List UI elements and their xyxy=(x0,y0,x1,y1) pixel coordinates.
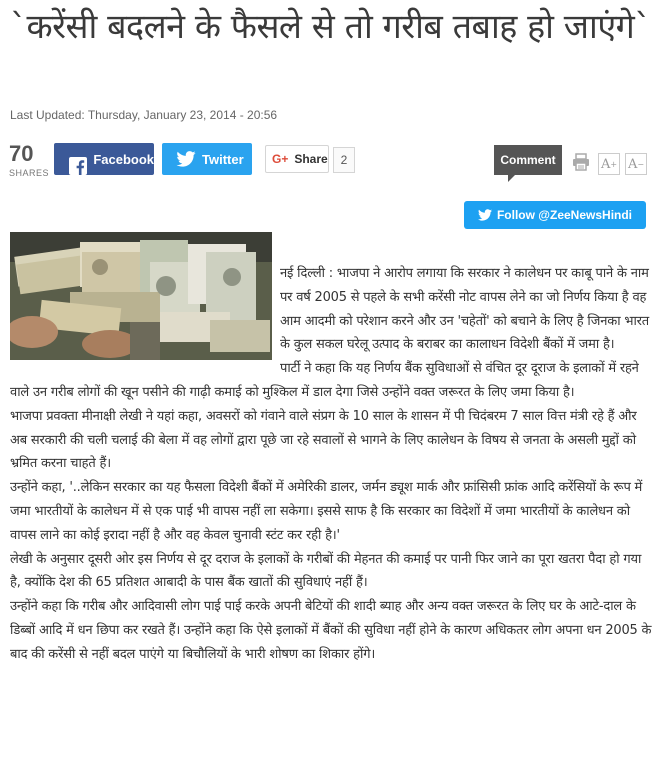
google-plus-label: Share xyxy=(294,152,328,166)
share-count xyxy=(9,143,49,178)
facebook-icon xyxy=(68,143,87,175)
twitter-label: Twitter xyxy=(202,151,244,167)
print-icon[interactable] xyxy=(571,151,591,173)
comment-button[interactable]: Comment xyxy=(494,145,562,175)
article-paragraph: उन्होंने कहा, '..लेकिन सरकार का यह फैसला विदेशी बैंकों में अमेरिकी डालर, जर्मन ड्यूश मार्क और फ्रांसिसी फ्रांक आदि करेंसियों के रूप में जमा भारतीयों के कालेधन में से एक पाई भी वापस नहीं ला सकेगा। इससे साफ है कि सरकार का विदेशों में जमा भारतीयों के कालेधन को वापस लाने का कोई इरादा नहीं है और वह केवल चुनावी स्टंट कर रही है।' xyxy=(10,480,643,543)
google-plus-share-button[interactable] xyxy=(265,145,329,173)
article-body xyxy=(10,262,652,667)
google-plus-count: 2 xyxy=(333,147,355,173)
article-paragraph: उन्होंने कहा कि गरीब और आदिवासी लोग पाई पाई करके अपनी बेटियों की शादी ब्याह और अन्य वक्त जरूरत के लिए घर के आटे-दाल के डिब्बों आदि में धन छिपा कर रखते हैं। उन्होंने कहा कि ऐसे इलाकों में बैंकों की सुविधा नहीं होने के कारण अधिकतर लोग अपना धन 2005 के बाद की करेंसी से नहीं बदल पाएंगे या बिचौलियों के भारी शोषण का शिकार होंगे। xyxy=(10,599,652,662)
article-paragraph: पार्टी ने कहा कि यह निर्णय बैंक सुविधाओं से वंचित दूर दूराज के इलाकों में रहने वाले उन गरीब लोगों की खून पसीने की गाढ़ी कमाई को मुश्किल में डाल देगा जिसे उन्होंने वक्त जरूरत के लिए जमा किया है। xyxy=(10,361,639,400)
facebook-share-button[interactable] xyxy=(54,143,154,175)
share-count-number: 70 xyxy=(9,141,34,166)
google-plus-icon: G+ xyxy=(272,152,289,166)
follow-twitter-button[interactable] xyxy=(464,201,646,229)
font-decrease-icon[interactable]: A − xyxy=(625,153,647,175)
font-increase-icon[interactable]: A + xyxy=(598,153,620,175)
share-count-label: SHARES xyxy=(9,168,50,178)
article-paragraph: लेखी के अनुसार दूसरी ओर इस निर्णय से दूर दराज के इलाकों के गरीबों की मेहनत की कमाई पर पानी फिर जाने का पूरा खतरा पैदा हो गया है, क्योंकि देश की 65 प्रतिशत आबादी के पास बैंक खातों की सुविधाएं नहीं हैं। xyxy=(10,551,642,591)
article-paragraph: नई दिल्ली : भाजपा ने आरोप लगाया कि सरकार ने कालेधन पर काबू पाने के नाम पर वर्ष 2005 से पहले के सभी करेंसी नोट वापस लेने का जो निर्णय किया है वह आम आदमी को परेशान करने और उन 'चहेतों' को बचाने के लिए है जिनका भारत के कुल सकल घरेलू उत्पाद के बराबर का कालाधन विदेशी बैंकों में जमा है। xyxy=(280,266,649,353)
twitter-icon xyxy=(478,209,492,221)
last-updated: Last Updated: Thursday, January 23, 2014 - 20:56 xyxy=(10,108,278,122)
article-paragraph: भाजपा प्रवक्ता मीनाक्षी लेखी ने यहां कहा, अवसरों को गंवाने वाले संप्रग के 10 साल के शासन में पी चिदंबरम 7 साल वित्त मंत्री रहे हैं और अब सरकारी की चली चलाई की बेला में वह लोगों द्वारा पूछे जा रहे सवालों से भागने के लिए कालेधन के विषय से जनता के असली मुद्दों को भ्रमित करना चाहते हैं। xyxy=(10,408,637,472)
twitter-share-button[interactable] xyxy=(162,143,252,175)
article-headline: `करेंसी बदलने के फैसले से तो गरीब तबाह हो जाएंगे` xyxy=(10,7,651,47)
twitter-icon xyxy=(176,151,196,167)
facebook-label: Facebook xyxy=(93,151,154,167)
follow-label: Follow @ZeeNewsHindi xyxy=(496,208,633,222)
